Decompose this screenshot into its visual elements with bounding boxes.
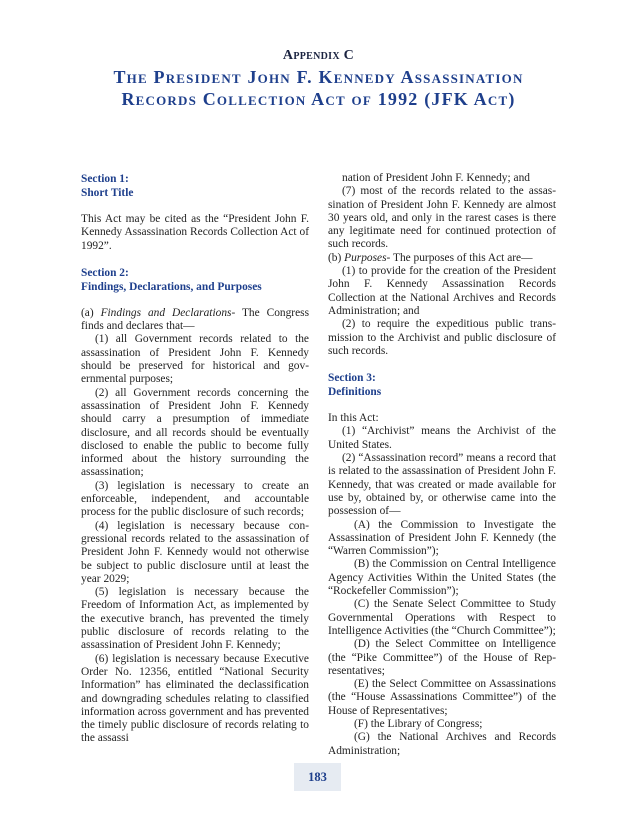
finding-1: (1) all Government records related to the assassination of President John F. Kennedy should be preserved for historical and governmental purposes; [81, 333, 309, 386]
definition-2d: (D) the Select Committee on Intelligence (the “Pike Committee”) of the House of Representatives; [328, 638, 556, 677]
section-1-body: This Act may be cited as the “President John F. Kennedy Assassination Records Collection Act of 1992”. [81, 213, 309, 252]
findings-italic: Findings and Declarations [100, 306, 232, 319]
section-3-title: Definitions [328, 386, 382, 399]
findings-heading [81, 307, 309, 334]
definition-2b: (B) the Commission on Central Intelligence Agency Activities Within the United States (the “Rockefeller Commission”); [328, 558, 556, 598]
definition-2: (2) “Assassination record” means a record that is related to the assassination of President John F. Kennedy, that was created or made available for use by, obtained by, or otherwise came into the possession of— [328, 452, 556, 518]
definitions-intro: In this Act: [328, 412, 379, 425]
right-column [328, 172, 556, 758]
definition-2c: (C) the Senate Select Committee to Study Governmental Operations with Respect to Intelligence Activities (the “Church Committee”); [328, 598, 556, 637]
purposes-rest: - The purposes of this Act are— [386, 251, 533, 264]
appendix-label: Appendix C [282, 48, 355, 63]
purposes-prefix: (b) [328, 251, 345, 264]
purposes-italic: Purposes [344, 251, 387, 264]
title-line-1: The President John F. Kennedy Assassination [113, 67, 524, 87]
finding-6-continued: nation of President John F. Kennedy; and [342, 172, 530, 184]
purpose-2: (2) to require the expeditious public transmission to the Archivist and public disclosure of such records. [328, 318, 556, 357]
title-line-2: Records Collection Act of 1992 (JFK Act) [121, 89, 516, 109]
findings-rest: - The Congress finds and declares that— [81, 306, 309, 333]
finding-2: (2) all Government records concerning the assassination of President John F. Kennedy should carry a presumption of immediate disclosure, and all records should be eventually disclosed to enable the public to become fully informed about the history surrounding the assassination; [81, 386, 309, 479]
section-1-label: Section 1: [81, 173, 129, 185]
finding-4: (4) legislation is necessary because congressional records related to the assassination of President John F. Kennedy would not otherwise be subject to public disclosure until at least the year 2029; [81, 519, 309, 585]
page-number: 183 [294, 763, 341, 791]
definition-2g: (G) the National Archives and Records Administration; [328, 731, 556, 757]
finding-6: (6) legislation is necessary because Executive Order No. 12356, entitled “National Security Information” has eliminated the declassification and downgrading schedules relating to classified information across government and has prevented the timely public disclosure of records relating to the assassi [81, 652, 309, 745]
left-column [81, 172, 309, 746]
section-2-label: Section 2: [81, 266, 129, 279]
definition-2f: (F) the Library of Congress; [354, 717, 483, 730]
purpose-1: (1) to provide for the creation of the President John F. Kennedy Assassination Records Collection at the National Archives and Records Administration; and [328, 265, 556, 317]
section-3-label: Section 3: [328, 372, 376, 385]
finding-7: (7) most of the records related to the assassination of President John F. Kennedy are almost 30 years old, and only in the rarest cases is there any legitimate need for continued protection of such records. [328, 185, 556, 251]
definition-2e: (E) the Select Committee on Assassinations (the “House Assassinations Committee”) of the House of Representatives; [328, 678, 556, 717]
finding-5: (5) legislation is necessary because the Freedom of Information Act, as implemented by the executive branch, has prevented the timely public disclosure of records relating to the assassination of President John F. Kennedy; [81, 586, 309, 652]
findings-prefix: (a) [81, 306, 101, 319]
section-2-title: Findings, Declarations, and Purposes [81, 280, 262, 293]
section-1-title: Short Title [81, 187, 134, 199]
definition-1: (1) “Archivist” means the Archivist of the United States. [328, 425, 556, 451]
purposes-heading [328, 252, 556, 265]
finding-3: (3) legislation is necessary to create an enforceable, independent, and accountable process for the public disclosure of such records; [81, 479, 309, 519]
page-title [0, 66, 637, 110]
definition-2a: (A) the Commission to Investigate the Assassination of President John F. Kennedy (the “Warren Commission”); [328, 518, 556, 558]
